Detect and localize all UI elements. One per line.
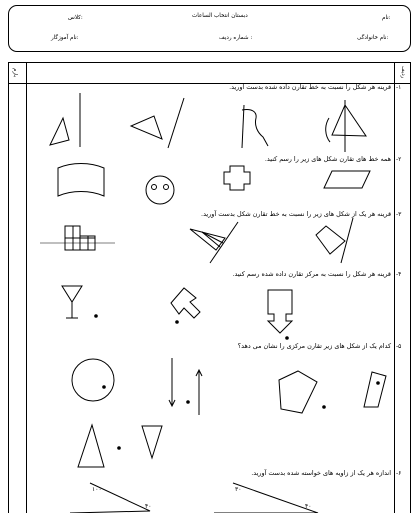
question-text: قرینه هر یک از شکل های زیر را نسبت به خط تقارن شکل بدست آورید.	[201, 210, 391, 218]
teacher-name-label: نام آموزگار:	[51, 35, 79, 41]
class-label: کلاس:	[68, 15, 83, 21]
angle-label: ۴۰	[305, 503, 312, 510]
question-text: اندازه هر یک از زاویه های خواسته شده بدست آورید.	[251, 469, 391, 477]
question-number: -۱	[396, 84, 402, 91]
q5-figures	[72, 358, 386, 467]
question-number: -۶	[396, 470, 402, 477]
school-name: دبستان انتخاب الساعات	[192, 13, 248, 19]
question-text: کدام یک از شکل های زیر تقارن مرکزی را نشان می دهد؟	[237, 342, 391, 350]
score-column-header: بارم	[12, 68, 18, 78]
angle-label: ۳۰	[235, 486, 242, 493]
row-column-header: ردیف	[400, 66, 406, 79]
question-number: -۲	[396, 156, 402, 163]
q6-figures	[70, 483, 318, 513]
question-number: -۳	[396, 211, 402, 218]
q3-figures	[40, 218, 353, 263]
question-text: همه خط های تقارن شکل های زیر را رسم کنید.	[264, 155, 391, 163]
row-number-label: شماره ردیف :	[219, 35, 253, 41]
angle-label: ۴۰	[145, 503, 152, 510]
q1-figures	[50, 93, 366, 152]
q4-figures	[62, 286, 292, 339]
question-text: قرینه هر شکل را نسبت به مرکز تقارن داده شده رسم کنید.	[232, 270, 391, 278]
question-text: قرینه هر شکل را نسبت به خط تقارن داده شده بدست آورید.	[229, 83, 391, 91]
angle-label: ۱۰۰	[92, 486, 102, 493]
q2-figures	[58, 164, 370, 205]
question-number: -۴	[396, 271, 402, 278]
parent-name-label: نام خانوادگی:	[357, 35, 389, 41]
question-number: -۵	[396, 343, 402, 350]
name-label: نام:	[382, 15, 391, 21]
